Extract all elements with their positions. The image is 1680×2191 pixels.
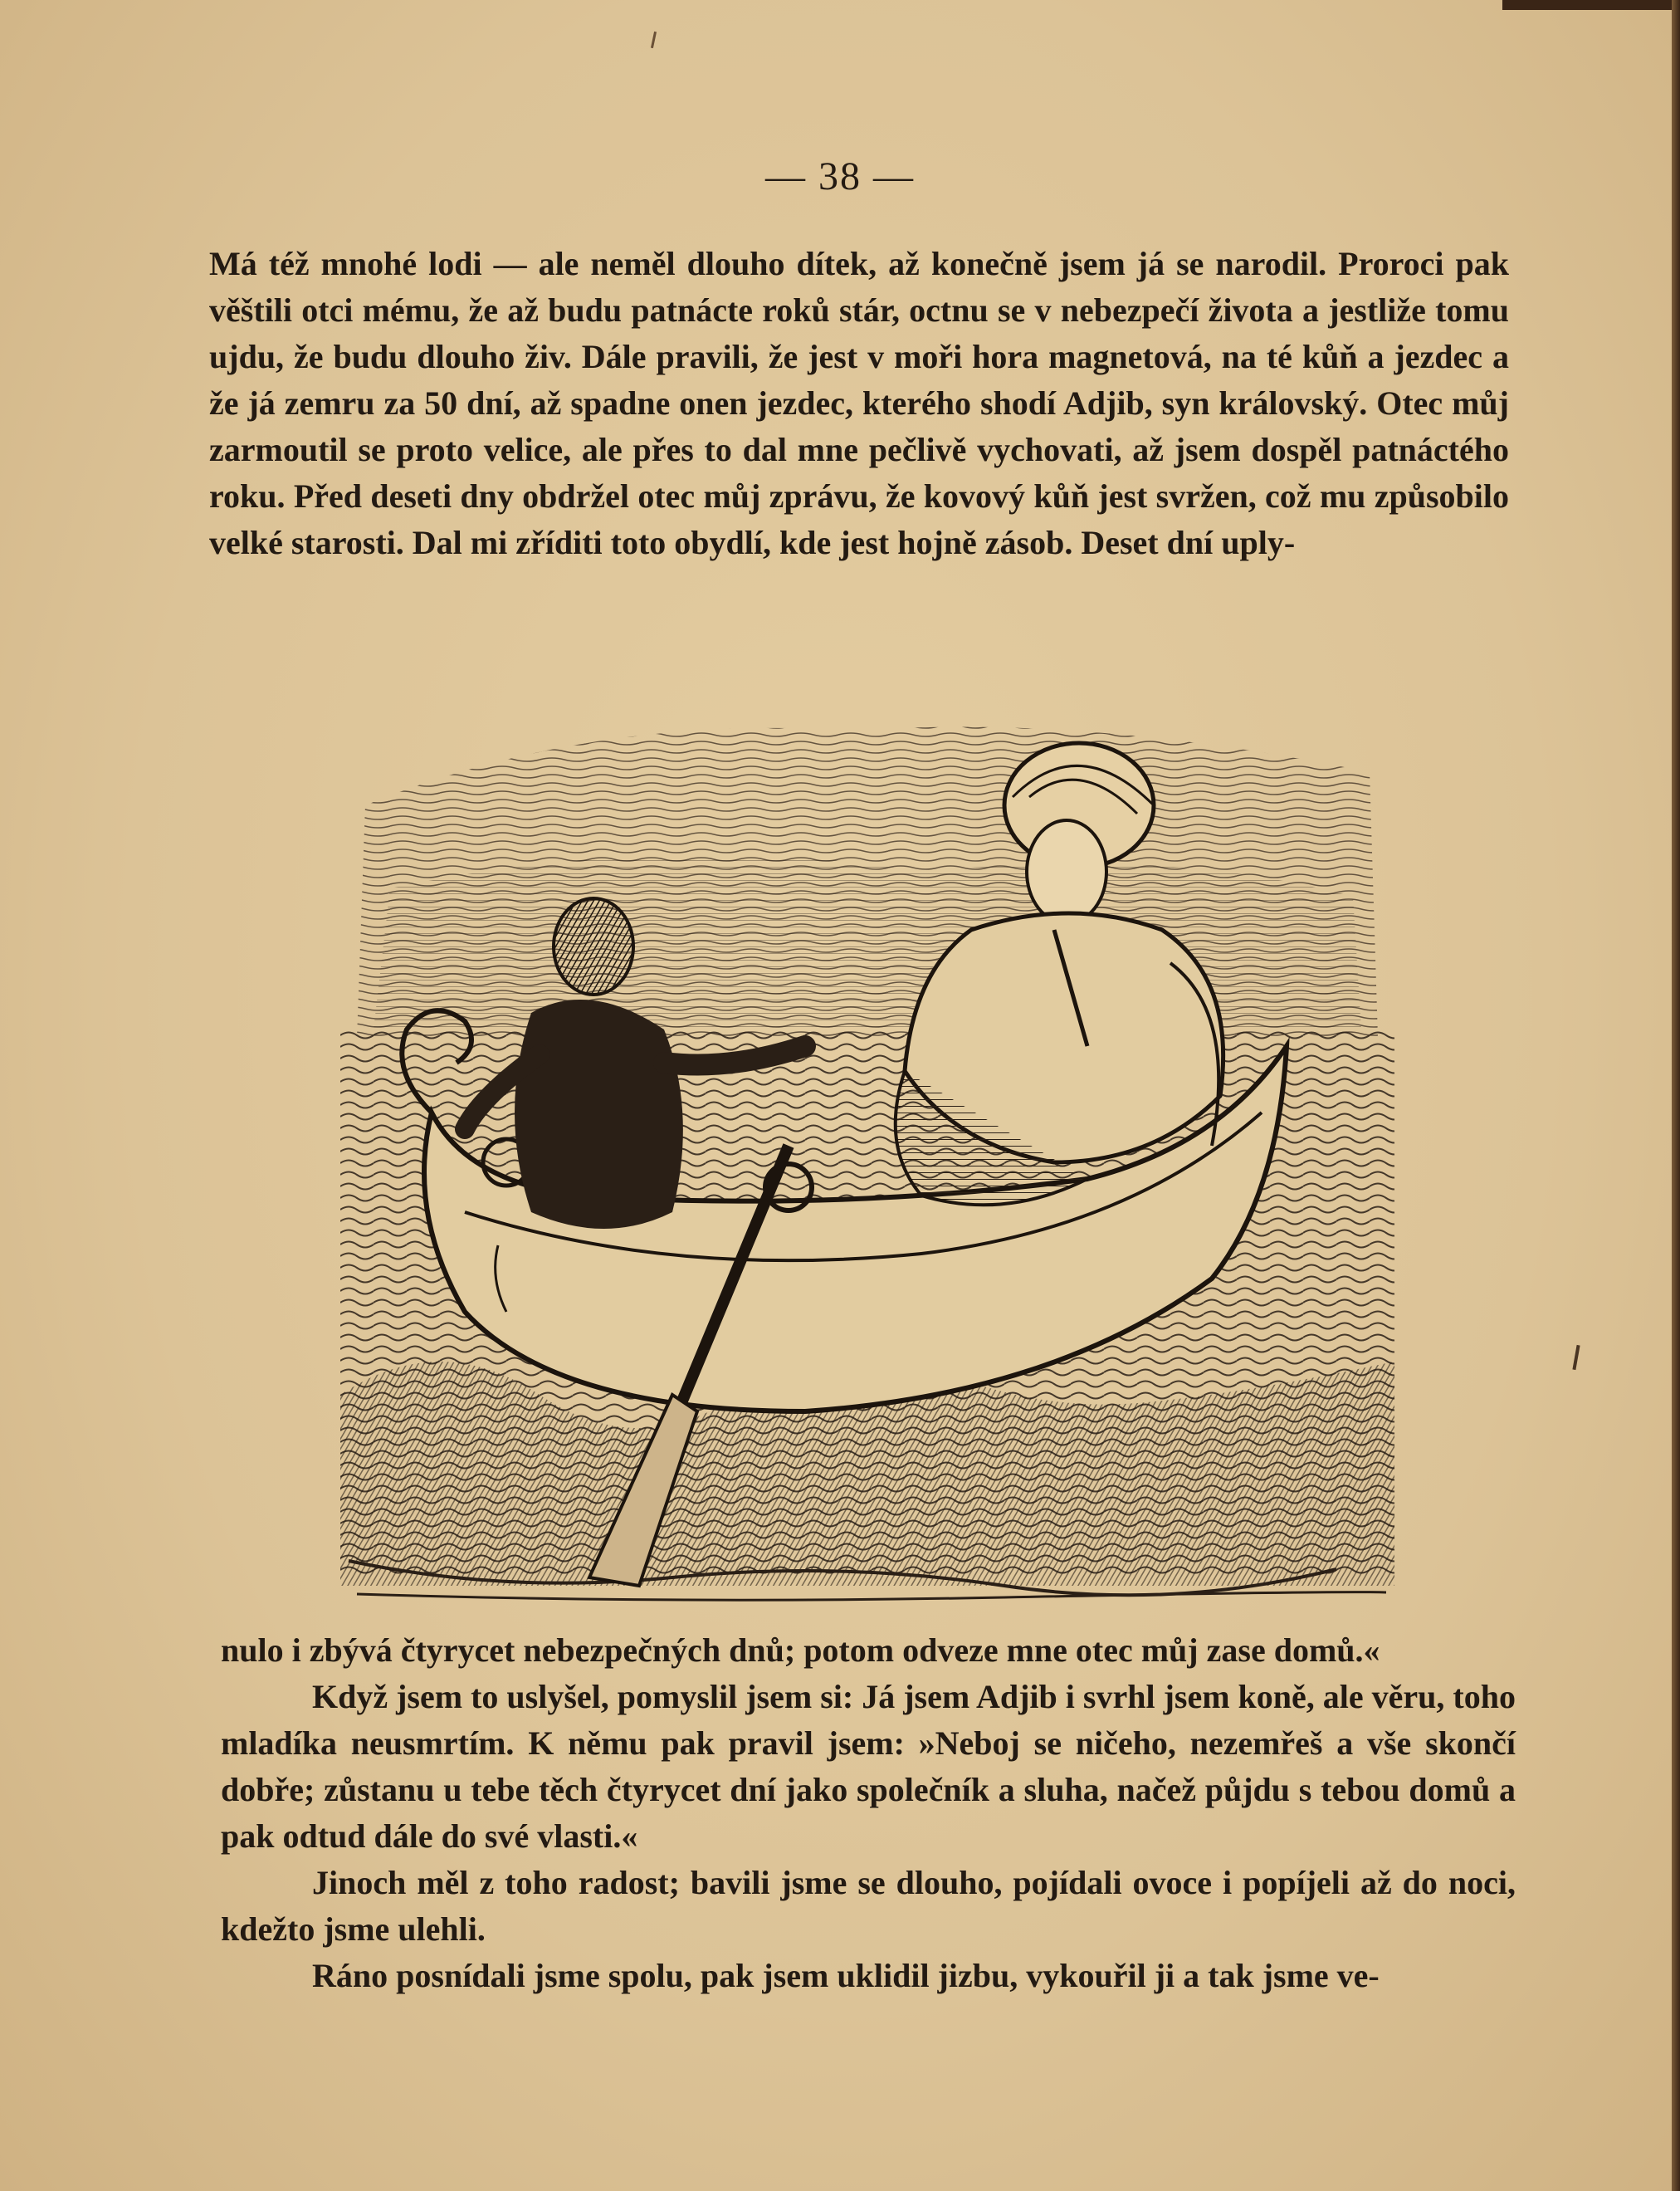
- paragraph-top: Má též mnohé lodi — ale neměl dlouho dítek, až konečně jsem já se narodil. Proroci pak věštili otci mému, že až budu patnácte roků stár, octnu se v nebezpečí života a jestliže tomu ujdu, že budu dlouho živ. Dále pravili, že jest v moři hora magnetová, na té kůň a jezdec a že já zemru za 50 dní, až spadne onen jezdec, kterého shodí Adjib, syn královský. Otec můj zarmoutil se proto velice, ale přes to dal mne pečlivě vychovati, až jsem dospěl patnáctého roku. Před deseti dny obdržel otec můj zprávu, že kovový kůň jest svržen, což mu způsobilo velké starosti. Dal mi zříditi toto obydlí, kde jest hojně zásob. Deset dní uply-: [209, 245, 1509, 561]
- text-block-top: [209, 241, 1509, 566]
- page-number: — 38 —: [765, 154, 915, 198]
- sky: [357, 727, 1378, 1038]
- ink-mark: [1572, 1345, 1580, 1370]
- illustration-boat-engraving: [340, 681, 1394, 1607]
- page-top-edge-shadow: [1502, 0, 1680, 10]
- paragraph-3: Jinoch měl z toho radost; bavili jsme se dlouho, pojídali ovoce i popíjeli až do noci, kdežto jsme ulehli.: [221, 1864, 1516, 1948]
- ink-mark: [651, 32, 657, 48]
- paragraph-continuation: nulo i zbývá čtyrycet nebezpečných dnů; potom odveze mne otec můj zase domů.«: [221, 1631, 1380, 1669]
- paragraph-4: Ráno posnídali jsme spolu, pak jsem uklidil jizbu, vykouřil ji a tak jsme ve-: [312, 1957, 1380, 1994]
- text-block-bottom: [221, 1627, 1516, 1999]
- page-right-edge-shadow: [1672, 0, 1680, 2191]
- paragraph-2: Když jsem to uslyšel, pomyslil jsem si: Já jsem Adjib i svrhl jsem koně, ale věru, toho mladíka neusmrtím. K němu pak pravil jsem: »Neboj se ničeho, nezemřeš a vše skončí dobře; zůstanu u tebe těch čtyrycet dní jako společník a sluha, načež půjdu s tebou domů a pak odtud dále do své vlasti.«: [221, 1678, 1516, 1855]
